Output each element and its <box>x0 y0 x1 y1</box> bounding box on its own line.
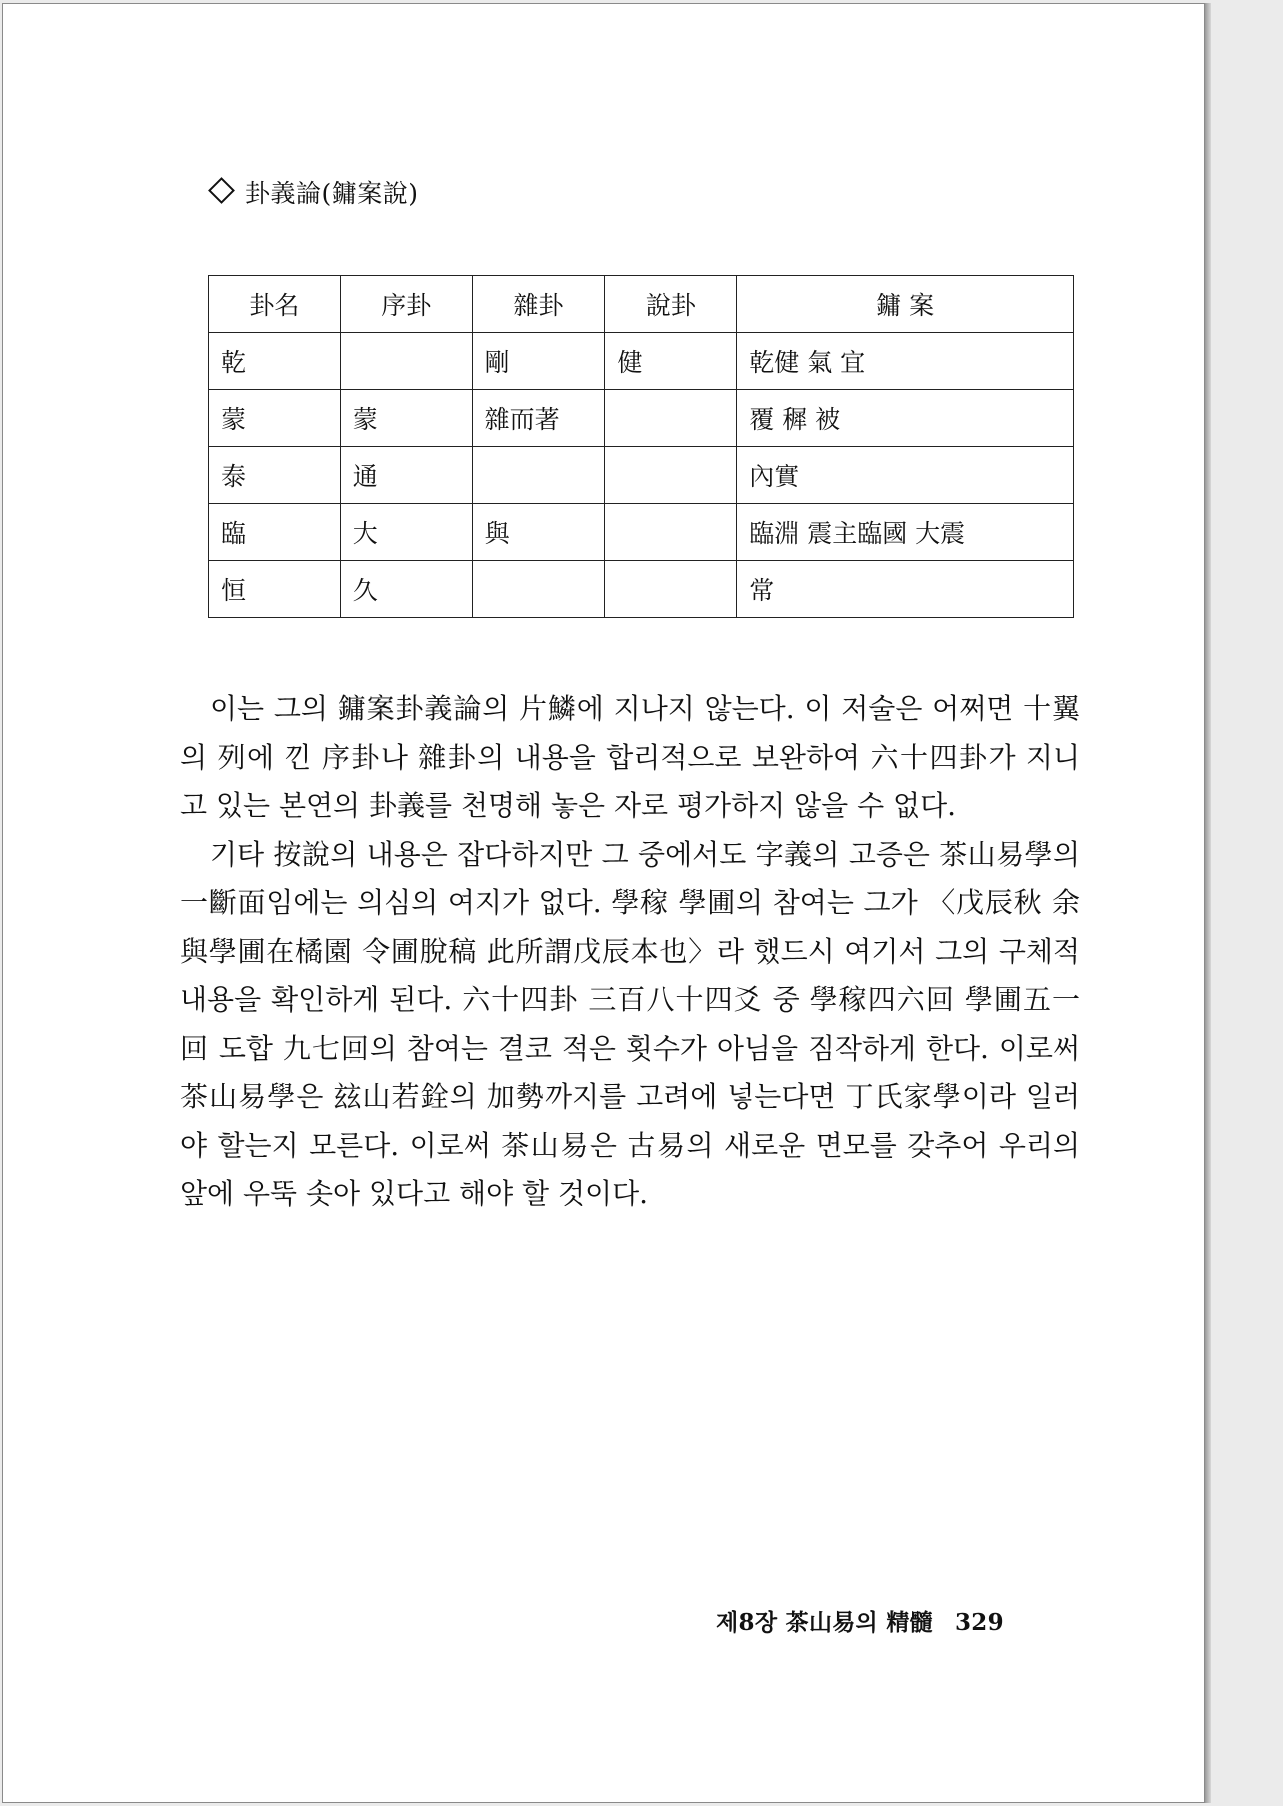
table-cell: 臨淵 震主臨國 大震 <box>737 504 1074 561</box>
table-cell <box>605 504 737 561</box>
paragraph: 이는 그의 鏞案卦義論의 片鱗에 지나지 않는다. 이 저술은 어쩌면 十翼의 列에 낀 序卦나 雜卦의 내용을 합리적으로 보완하여 六十四卦가 지니고 있는 본연의 卦義를 천명해 놓은 자로 평가하지 않을 수 없다. <box>180 692 1080 822</box>
table-cell: 與 <box>472 504 605 561</box>
section-title: 卦義論(鏞案說) <box>245 179 419 208</box>
hexagram-meaning-table <box>208 275 1074 618</box>
table-cell: 蒙 <box>209 390 341 447</box>
table-row <box>209 561 1074 618</box>
table-cell: 常 <box>737 561 1074 618</box>
table-cell <box>605 561 737 618</box>
table-cell <box>605 447 737 504</box>
table-row <box>209 504 1074 561</box>
table-cell: 乾 <box>209 333 341 390</box>
page-footer <box>716 1604 1004 1637</box>
table-cell <box>605 390 737 447</box>
table-header-cell: 卦名 <box>209 276 341 333</box>
diamond-bullet-icon <box>208 177 235 204</box>
table-cell: 通 <box>340 447 472 504</box>
chapter-title: 제8장 茶山易의 精髓 <box>716 1609 933 1636</box>
table-header-cell: 說卦 <box>605 276 737 333</box>
table-cell: 雜而著 <box>472 390 605 447</box>
paragraph: 기타 按說의 내용은 잡다하지만 그 중에서도 字義의 고증은 茶山易學의 一斷面임에는 의심의 여지가 없다. 學稼 學圃의 참여는 그가 〈戊辰秋 余與學圃在橘園 令圃脫稿 此所謂戊辰本也〉라 했드시 여기서 그의 구체적 내용을 확인하게 된다. 六十四卦 三百八十四爻 중 學稼四六回 學圃五一回 도합 九七回의 참여는 결코 적은 횟수가 아님을 짐작하게 한다. 이로써 茶山易學은 玆山若銓의 加勢까지를 고려에 넣는다면 丁氏家學이라 일러야 할는지 모른다. 이로써 茶山易은 古易의 새로운 면모를 갖추어 우리의 앞에 우뚝 솟아 있다고 해야 할 것이다. <box>180 837 1080 1210</box>
table-cell: 內實 <box>737 447 1074 504</box>
table-header-cell: 鏞 案 <box>737 276 1074 333</box>
table-cell: 乾健 氣 宜 <box>737 333 1074 390</box>
table-cell <box>472 561 605 618</box>
table-row <box>209 390 1074 447</box>
table-cell: 健 <box>605 333 737 390</box>
table-cell: 大 <box>340 504 472 561</box>
table-header-cell: 雜卦 <box>472 276 605 333</box>
section-heading <box>206 174 419 210</box>
table-cell: 覆 穉 被 <box>737 390 1074 447</box>
table-cell <box>340 333 472 390</box>
table-cell <box>472 447 605 504</box>
table-row <box>209 333 1074 390</box>
page-edge <box>1205 3 1211 1803</box>
table-header-row <box>209 276 1074 333</box>
table-cell: 久 <box>340 561 472 618</box>
table-cell: 臨 <box>209 504 341 561</box>
page-number: 329 <box>954 1609 1004 1636</box>
table-cell: 恒 <box>209 561 341 618</box>
table-cell: 泰 <box>209 447 341 504</box>
table-row <box>209 447 1074 504</box>
table-header-cell: 序卦 <box>340 276 472 333</box>
table-cell: 剛 <box>472 333 605 390</box>
body-text <box>180 685 1080 1219</box>
table-cell: 蒙 <box>340 390 472 447</box>
